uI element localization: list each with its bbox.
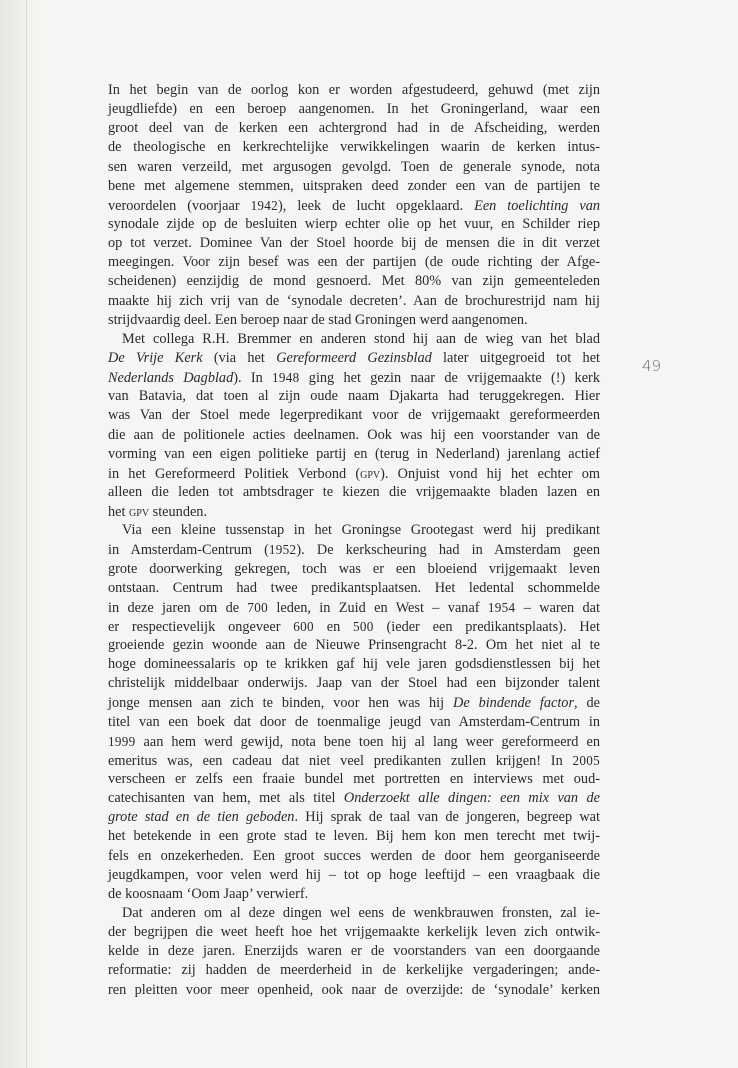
book-gutter-line [26,0,27,1068]
text-line: bene met algemene stemmen, uitspraken deed zonder een van de partijen te [108,177,600,194]
text-line: reformatie: zij hadden de meerderheid in de kerkelijke vergaderingen; ande- [108,962,600,979]
text-line: kelde in deze jaren. Enerzijds waren er de voorstanders van een doorgaande [108,943,600,960]
text-line: sen waren verzeild, met argusogen gevolgd. Toen de generale synode, nota [108,158,600,175]
text-line: Dat anderen om al deze dingen wel eens de wenkbrauwen fronsten, zal ie- [122,905,600,922]
text-line: alleen die leden tot ambtsdrager te kiezen die vrijgemaakte bladen lazen en [108,483,600,500]
text-line: in deze jaren om de 700 leden, in Zuid en West – vanaf 1954 – waren dat [108,599,600,616]
text-line: De Vrije Kerk (via het Gereformeerd Gezinsblad later uitgegroeid tot het [108,349,601,366]
book-gutter-shadow [0,0,34,1068]
text-line: emeritus was, een cadeau dat niet veel predikanten zullen krijgen! In 2005 [108,752,600,769]
text-line: grote doorwerking gekregen, toch was er een bloeiend vrijgemaakt leven [108,560,600,577]
text-line: op tot verzet. Dominee Van der Stoel hoorde bij de mensen die in dit verzet [108,235,600,252]
text-line: strijdvaardig deel. Een beroep naar de stad Groningen werd aangenomen. [108,311,528,328]
paragraph [108,904,600,1000]
text-line: Via een kleine tussenstap in het Groningse Grootegast werd hij predikant [122,522,600,539]
text-line: scheidenen) eenzijdig de mond gesnoerd. Met 80% van zijn gemeenteleden [108,273,600,290]
text-line: veroordelen (voorjaar 1942), leek de lucht opgeklaard. Een toelichting van [108,197,600,214]
text-line: ren pleitten voor meer openheid, ook naar de overzijde: de ‘synodale’ kerken [108,981,600,998]
text-line: ontstaan. Centrum had twee predikantsplaatsen. Het ledental schommelde [108,579,600,596]
text-line: christelijk middelbaar onderwijs. Jaap van der Stoel had een bijzonder talent [108,675,600,692]
paragraph [108,521,600,904]
text-line: groeiende gezin woonde aan de Nieuwe Prinsengracht 8-2. Om het niet al te [108,637,600,654]
text-line: was Van der Stoel mede legerpredikant voor de vrijgemaakt gereformeerden [108,407,600,424]
paragraph [108,330,600,521]
text-line: Met collega R.H. Bremmer en anderen stond hij aan de wieg van het blad [122,330,600,347]
text-line: de theologische en kerkrechtelijke verwikkelingen waarin de kerken intus- [108,139,600,156]
text-line: in Amsterdam-Centrum (1952). De kerkscheuring had in Amsterdam geen [108,542,600,559]
text-line: fels en onzekerheden. Een groot succes werden de door hem georganiseerde [108,847,600,864]
text-line: er respectievelijk ongeveer 600 en 500 (ieder een predikantsplaats). Het [108,618,600,635]
text-line: in het Gereformeerd Politiek Verbond (gpv). Onjuist vond hij het echter om [108,465,600,482]
text-line: synodale zijde op de besluiten wierp echter olie op het vuur, en Schilder riep [108,215,600,232]
text-line: verscheen er zelfs een fraaie bundel met portretten en interviews met oud- [108,771,600,788]
body-text [108,81,600,1000]
text-line: titel van een boek dat door de toenmalige jeugd van Amsterdam-Centrum in [108,713,600,730]
text-line: jonge mensen aan zich te binden, voor hen was hij De bindende factor, de [108,694,600,711]
text-line: grote stad en de tien geboden. Hij sprak de taal van de jongeren, begreep wat [108,809,600,826]
text-line: de koosnaam ‘Oom Jaap’ verwierf. [108,885,309,902]
text-line: het betekende in een grote stad te leven. Bij hem kon men terecht met twij- [108,828,600,845]
text-line: jeugdkampen, voor velen werd hij – tot op hoge leeftijd – een vraagbaak die [108,866,600,883]
text-line: vorming van een eigen politieke partij en (terug in Nederland) jarenlang actief [108,445,600,462]
page-number: 49 [642,357,662,375]
text-line: maakte hij zich vrij van de ‘synodale decreten’. Aan de brochurestrijd nam hij [108,292,600,309]
text-line: 1999 aan hem werd gewijd, nota bene toen hij al lang weer gereformeerd en [108,733,600,750]
text-line: meegingen. Voor zijn besef was een der partijen (de oude richting der Afge- [108,254,600,271]
text-line: In het begin van de oorlog kon er worden afgestudeerd, gehuwd (met zijn [108,82,600,98]
text-line: hoge domineessalaris op te krikken gaf hij vele jaren godsdienstlessen bij het [108,656,600,673]
text-line: catechisanten van hem, met als titel Onderzoekt alle dingen: een mix van de [108,790,600,807]
text-line: der begrijpen die weet heeft hoe het vrijgemaakte kerkelijk leven zich ontwik- [108,924,600,941]
text-line: van Batavia, dat toen al zijn oude naam Djakarta had teruggekregen. Hier [108,388,600,405]
text-line: het gpv steunden. [108,504,208,521]
text-line: groot deel van de kerken een achtergrond had in de Afscheiding, werden [108,120,600,137]
text-line: jeugdliefde) en een beroep aangenomen. In het Groningerland, waar een [108,101,600,118]
paragraph [108,81,600,330]
text-line: Nederlands Dagblad). In 1948 ging het gezin naar de vrijgemaakte (!) kerk [108,370,600,387]
text-line: die aan de politionele acties deelnamen. Ook was hij een voorstander van de [108,426,600,443]
